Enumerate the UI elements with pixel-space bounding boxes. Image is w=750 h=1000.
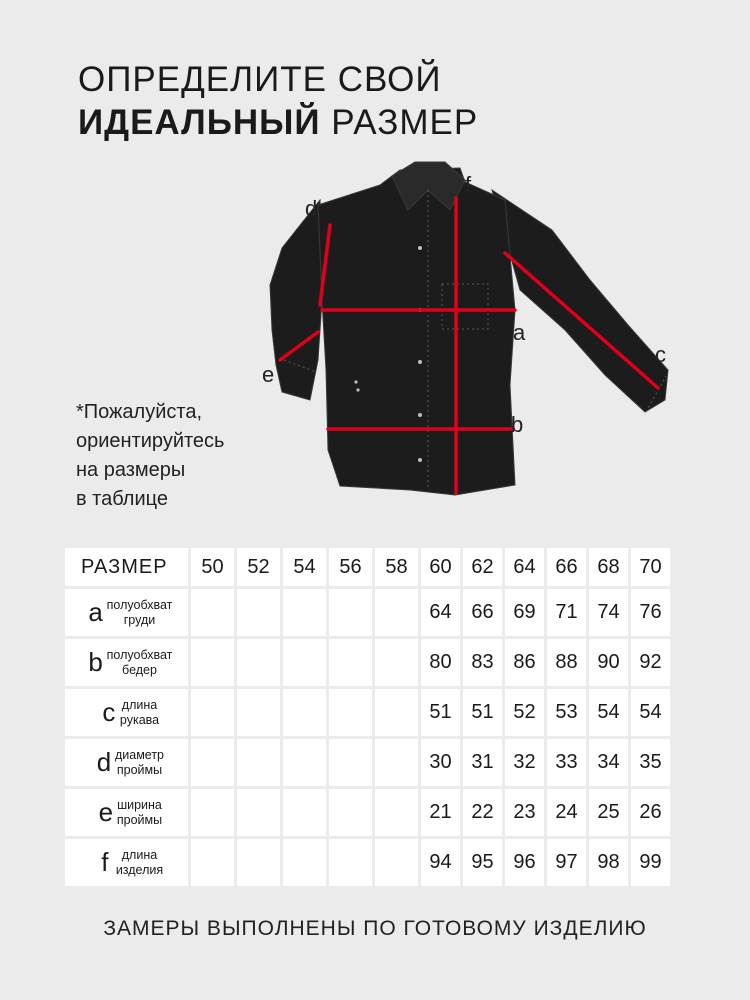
row-desc-line: проймы: [116, 762, 163, 777]
value-cell: [329, 589, 372, 636]
row-description: [120, 698, 159, 728]
right-sleeve: [492, 190, 668, 412]
size-table: [62, 545, 673, 889]
value-cell: [191, 739, 234, 786]
row-letter: b: [88, 647, 103, 677]
value-cell: 30: [421, 739, 460, 786]
size-header-cell: 52: [237, 548, 280, 586]
value-cell: [375, 639, 418, 686]
value-cell: [329, 639, 372, 686]
label-c: c: [655, 342, 666, 367]
row-label: [65, 639, 188, 686]
size-header-cell: 64: [505, 548, 544, 586]
row-description: [117, 798, 162, 828]
value-cell: [191, 789, 234, 836]
value-cell: [375, 739, 418, 786]
title-rest: РАЗМЕР: [320, 103, 479, 142]
value-cell: [375, 689, 418, 736]
value-cell: 34: [589, 739, 628, 786]
footer-note: ЗАМЕРЫ ВЫПОЛНЕНЫ ПО ГОТОВОМУ ИЗДЕЛИЮ: [103, 917, 647, 940]
value-cell: [375, 839, 418, 886]
row-letter: c: [102, 697, 116, 727]
shirt-diagram: [260, 160, 700, 505]
value-cell: 94: [421, 839, 460, 886]
value-cell: 51: [421, 689, 460, 736]
value-cell: [237, 589, 280, 636]
value-cell: [191, 639, 234, 686]
table-row: [65, 689, 670, 736]
value-cell: [283, 739, 326, 786]
row-desc-line: бедер: [122, 662, 157, 677]
page-title: [78, 58, 478, 144]
value-cell: 25: [589, 789, 628, 836]
label-b: b: [511, 412, 524, 437]
value-cell: 24: [547, 789, 586, 836]
shirt-body: [318, 168, 515, 495]
value-cell: 35: [631, 739, 670, 786]
value-cell: [237, 789, 280, 836]
value-cell: 66: [463, 589, 502, 636]
value-cell: 71: [547, 589, 586, 636]
note-line: в таблице: [76, 488, 168, 510]
table-row: [65, 639, 670, 686]
size-header-cell: 62: [463, 548, 502, 586]
value-cell: [375, 789, 418, 836]
label-a: a: [513, 320, 526, 345]
row-label: [65, 789, 188, 836]
row-desc-line: длина: [121, 847, 158, 862]
value-cell: [191, 689, 234, 736]
value-cell: 33: [547, 739, 586, 786]
value-cell: [237, 639, 280, 686]
value-cell: 88: [547, 639, 586, 686]
row-description: [115, 748, 164, 778]
value-cell: [237, 689, 280, 736]
note-line: *Пожалуйста,: [76, 401, 203, 423]
value-cell: 95: [463, 839, 502, 886]
size-header-cell: 58: [375, 548, 418, 586]
value-cell: 21: [421, 789, 460, 836]
size-header-cell: 70: [631, 548, 670, 586]
note-line: ориентируйтесь: [76, 430, 225, 452]
row-letter: d: [96, 747, 112, 777]
row-desc-line: изделия: [115, 862, 164, 877]
row-desc-line: длина: [121, 697, 158, 712]
row-desc-line: диаметр: [114, 747, 165, 762]
value-cell: [237, 839, 280, 886]
row-letter: a: [88, 597, 103, 627]
value-cell: 22: [463, 789, 502, 836]
value-cell: [283, 839, 326, 886]
value-cell: [329, 689, 372, 736]
value-cell: [375, 589, 418, 636]
row-desc-line: ширина: [117, 797, 162, 812]
value-cell: 64: [421, 589, 460, 636]
value-cell: [283, 789, 326, 836]
value-cell: 31: [463, 739, 502, 786]
value-cell: 97: [547, 839, 586, 886]
row-description: [107, 598, 173, 628]
value-cell: 54: [631, 689, 670, 736]
value-cell: 80: [421, 639, 460, 686]
size-note: [76, 398, 224, 514]
label-d: d: [305, 196, 318, 221]
value-cell: 83: [463, 639, 502, 686]
value-cell: [283, 589, 326, 636]
size-header-cell: 56: [329, 548, 372, 586]
size-header-cell: 66: [547, 548, 586, 586]
title-line-2: [78, 101, 478, 144]
row-label: [65, 839, 188, 886]
table-row: [65, 839, 670, 886]
size-header-cell: 54: [283, 548, 326, 586]
row-desc-line: проймы: [116, 812, 163, 827]
value-cell: 51: [463, 689, 502, 736]
left-sleeve: [270, 200, 322, 400]
row-desc-line: полуобхват: [106, 597, 173, 612]
value-cell: 90: [589, 639, 628, 686]
row-label: [65, 739, 188, 786]
value-cell: 86: [505, 639, 544, 686]
row-description: [116, 848, 163, 878]
size-header-label: РАЗМЕР: [65, 548, 188, 586]
note-line: на размеры: [76, 459, 186, 481]
row-desc-line: полуобхват: [106, 647, 173, 662]
value-cell: 96: [505, 839, 544, 886]
value-cell: [329, 839, 372, 886]
value-cell: 52: [505, 689, 544, 736]
size-table-body: [65, 589, 670, 886]
row-description: [107, 648, 173, 678]
value-cell: 76: [631, 589, 670, 636]
table-row: [65, 589, 670, 636]
title-line-1: ОПРЕДЕЛИТЕ СВОЙ: [78, 60, 442, 99]
value-cell: 99: [631, 839, 670, 886]
value-cell: 32: [505, 739, 544, 786]
size-header-cell: 68: [589, 548, 628, 586]
value-cell: [329, 789, 372, 836]
label-e: e: [262, 362, 275, 387]
value-cell: [283, 639, 326, 686]
row-letter: f: [101, 847, 109, 877]
row-label: [65, 589, 188, 636]
value-cell: 54: [589, 689, 628, 736]
value-cell: 53: [547, 689, 586, 736]
label-f: f: [465, 172, 472, 197]
value-cell: [237, 739, 280, 786]
size-header-cell: 50: [191, 548, 234, 586]
row-letter: e: [98, 797, 114, 827]
table-row: [65, 739, 670, 786]
value-cell: [283, 689, 326, 736]
value-cell: 26: [631, 789, 670, 836]
row-label: [65, 689, 188, 736]
value-cell: [191, 839, 234, 886]
title-bold-word: ИДЕАЛЬНЫЙ: [78, 103, 321, 142]
row-desc-line: груди: [123, 612, 156, 627]
value-cell: 23: [505, 789, 544, 836]
value-cell: [329, 739, 372, 786]
row-desc-line: рукава: [119, 712, 160, 727]
value-cell: [191, 589, 234, 636]
value-cell: 69: [505, 589, 544, 636]
table-row: [65, 789, 670, 836]
value-cell: 98: [589, 839, 628, 886]
value-cell: 74: [589, 589, 628, 636]
value-cell: 92: [631, 639, 670, 686]
size-header-row: [65, 548, 670, 586]
size-header-cell: 60: [421, 548, 460, 586]
